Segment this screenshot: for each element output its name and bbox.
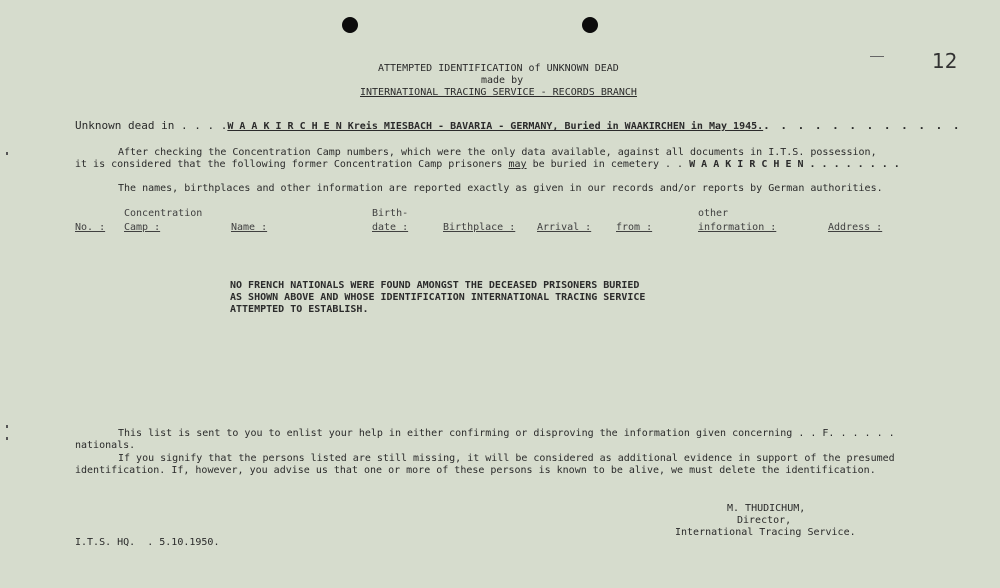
margin-dash [870,56,884,57]
column-header-from: from : [616,222,653,233]
column-header-arrival: Arrival : [537,222,592,233]
column-header-birthplace: Birthplace : [443,222,516,233]
column-header-other: information : [698,222,777,233]
binding-mark [6,152,8,155]
binding-mark [6,425,8,428]
unknown-dead-line [75,119,961,132]
column-header-birthdate: date : [372,222,409,233]
paragraph-1-line-2: it is considered that the following former Concentration Camp prisoners may be buried in cemetery . . W A A K I R C H E N . . . . . . . . [75,159,900,170]
cemetery-name: W A A K I R C H E N . . . . . . . . [689,159,900,170]
column-header-birth-top: Birth- [372,208,409,219]
may-word: may [508,159,527,170]
burial-place: W A A K I R C H E N Kreis MIESBACH - BAVARIA - GERMANY, Buried in WAAKIRCHEN in May 1945. [227,121,764,132]
unknown-dead-dots: . . . . . . . . . . . . [763,119,962,132]
closing-line-4: identification. If, however, you advise us that one or more of these persons is known to be alive, we must delete the identification. [75,465,876,476]
title-line-2: made by [481,75,524,86]
notice-line-3: ATTEMPTED TO ESTABLISH. [230,304,369,315]
column-header-camp: Camp : [124,222,161,233]
signature-role: Director, [737,515,792,526]
unknown-dead-prefix: Unknown dead in . . . . [75,119,228,132]
punch-hole-left [342,17,358,33]
notice-line-1: NO FRENCH NATIONALS WERE FOUND AMONGST THE DECEASED PRISONERS BURIED [230,280,640,291]
closing-line-1: This list is sent to you to enlist your help in either confirming or disproving the information given concerning . . F. . . . . . [118,428,895,439]
column-header-other-top: other [698,208,729,219]
paragraph-1-line-1: After checking the Concentration Camp numbers, which were the only data available, against all documents in I.T.S. possession, [118,147,877,158]
title-line-3: INTERNATIONAL TRACING SERVICE - RECORDS BRANCH [360,87,637,98]
title-line-1: ATTEMPTED IDENTIFICATION of UNKNOWN DEAD [378,63,619,74]
page-number: 12 [932,49,958,73]
punch-hole-right [582,17,598,33]
column-header-no: No. : [75,222,106,233]
notice-line-2: AS SHOWN ABOVE AND WHOSE IDENTIFICATION INTERNATIONAL TRACING SERVICE [230,292,646,303]
footer-date: . 5.10.1950. [147,537,220,548]
signature-org: International Tracing Service. [675,527,856,538]
closing-line-2: nationals. [75,440,136,451]
paragraph-2: The names, birthplaces and other information are reported exactly as given in our records and/or reports by German authorities. [118,183,883,194]
column-header-camp-top: Concentration [124,208,203,219]
footer-label: I.T.S. HQ. . 5.10.1950. [75,537,220,548]
closing-line-3: If you signify that the persons listed are still missing, it will be considered as additional evidence in support of the presumed [118,453,895,464]
signature-name: M. THUDICHUM, [727,503,806,514]
column-header-name: Name : [231,222,268,233]
column-header-address: Address : [828,222,883,233]
binding-mark [6,437,8,440]
